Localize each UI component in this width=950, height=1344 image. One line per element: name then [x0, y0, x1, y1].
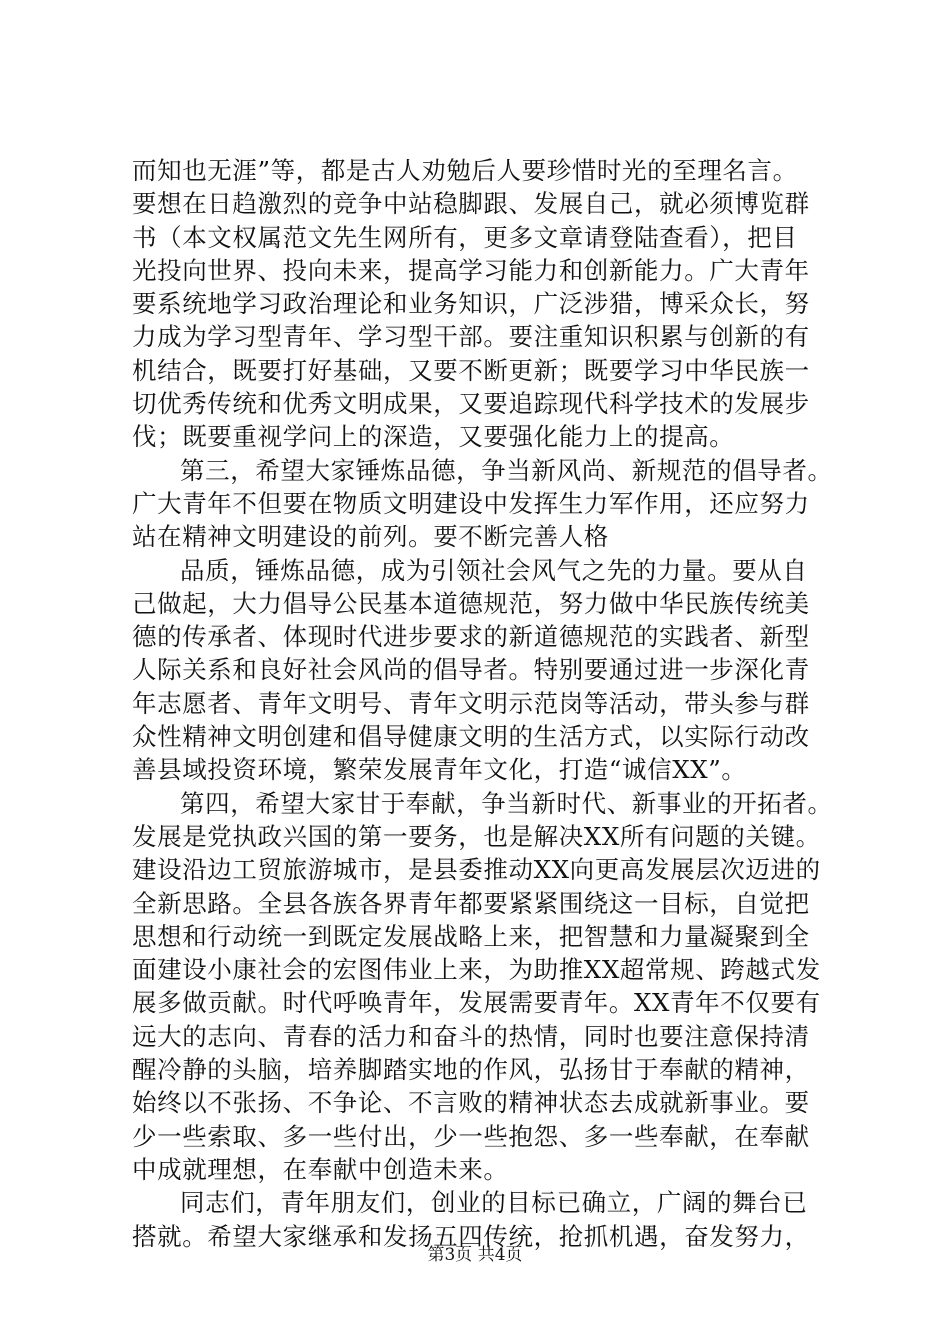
page-number: 第3页 共4页	[427, 1245, 523, 1265]
paragraph-start-line: 品质，锤炼品德，成为引领社会风气之先的力量。要从自	[180, 555, 808, 585]
text-line: 思想和行动统一到既定发展战略上来，把智慧和力量凝聚到全	[132, 921, 810, 951]
page-footer	[0, 1244, 950, 1266]
text-line: 伐；既要重视学问上的深造，又要强化能力上的提高。	[132, 422, 735, 452]
text-line: 中成就理想，在奉献中创造未来。	[132, 1154, 509, 1184]
paragraph-start-line: 第四，希望大家甘于奉献，争当新时代、新事业的开拓者。	[180, 788, 833, 818]
paragraph-start-line: 同志们，青年朋友们，创业的目标已确立，广阔的舞台已	[180, 1188, 808, 1218]
text-line: 搭就。希望大家继承和发扬五四传统，抢抓机遇，奋发努力，	[132, 1221, 810, 1251]
text-line: 众性精神文明创建和倡导健康文明的生活方式，以实际行动改	[132, 722, 810, 752]
text-line: 德的传承者、体现时代进步要求的新道德规范的实践者、新型	[132, 622, 810, 652]
text-line: 力成为学习型青年、学习型干部。要注重知识积累与创新的有	[132, 322, 810, 352]
text-line: 己做起，大力倡导公民基本道德规范，努力做中华民族传统美	[132, 588, 810, 618]
text-line: 切优秀传统和优秀文明成果，又要追踪现代科学技术的发展步	[132, 389, 810, 419]
text-line: 站在精神文明建设的前列。要不断完善人格	[132, 522, 609, 552]
text-line: 要系统地学习政治理论和业务知识，广泛涉猎，博采众长，努	[132, 289, 810, 319]
text-line: 发展是党执政兴国的第一要务，也是解决XX所有问题的关键。	[132, 821, 821, 851]
text-line: 面建设小康社会的宏图伟业上来，为助推XX超常规、跨越式发	[132, 955, 821, 985]
text-line: 少一些索取、多一些付出，少一些抱怨、多一些奉献，在奉献	[132, 1121, 810, 1151]
text-line: 广大青年不但要在物质文明建设中发挥生力军作用，还应努力	[132, 488, 810, 518]
text-line: 年志愿者、青年文明号、青年文明示范岗等活动，带头参与群	[132, 688, 810, 718]
text-line: 光投向世界、投向未来，提高学习能力和创新能力。广大青年	[132, 255, 810, 285]
text-line: 醒冷静的头脑，培养脚踏实地的作风，弘扬甘于奉献的精神，	[132, 1055, 810, 1085]
text-line: 远大的志向、青春的活力和奋斗的热情，同时也要注意保持清	[132, 1021, 810, 1051]
text-line: 书（本文权属范文先生网所有，更多文章请登陆查看），把目	[132, 222, 798, 252]
text-line: 善县域投资环境，繁荣发展青年文化，打造“诚信XX”。	[132, 755, 747, 785]
body-text	[132, 154, 832, 1253]
text-line: 人际关系和良好社会风尚的倡导者。特别要通过进一步深化青	[132, 655, 810, 685]
paragraph-start-line: 第三，希望大家锤炼品德，争当新风尚、新规范的倡导者。	[180, 455, 833, 485]
text-line: 建设沿边工贸旅游城市，是县委推动XX向更高发展层次迈进的	[132, 855, 821, 885]
text-line: 始终以不张扬、不争论、不言败的精神状态去成就新事业。要	[132, 1088, 810, 1118]
text-line: 机结合，既要打好基础，又要不断更新；既要学习中华民族一	[132, 355, 810, 385]
text-line: 全新思路。全县各族各界青年都要紧紧围绕这一目标，自觉把	[132, 888, 810, 918]
text-line: 展多做贡献。时代呼唤青年，发展需要青年。XX青年不仅要有	[132, 988, 821, 1018]
text-line: 而知也无涯”等，都是古人劝勉后人要珍惜时光的至理名言。	[132, 156, 798, 185]
text-line: 要想在日趋激烈的竞争中站稳脚跟、发展自己，就必须博览群	[132, 189, 810, 219]
